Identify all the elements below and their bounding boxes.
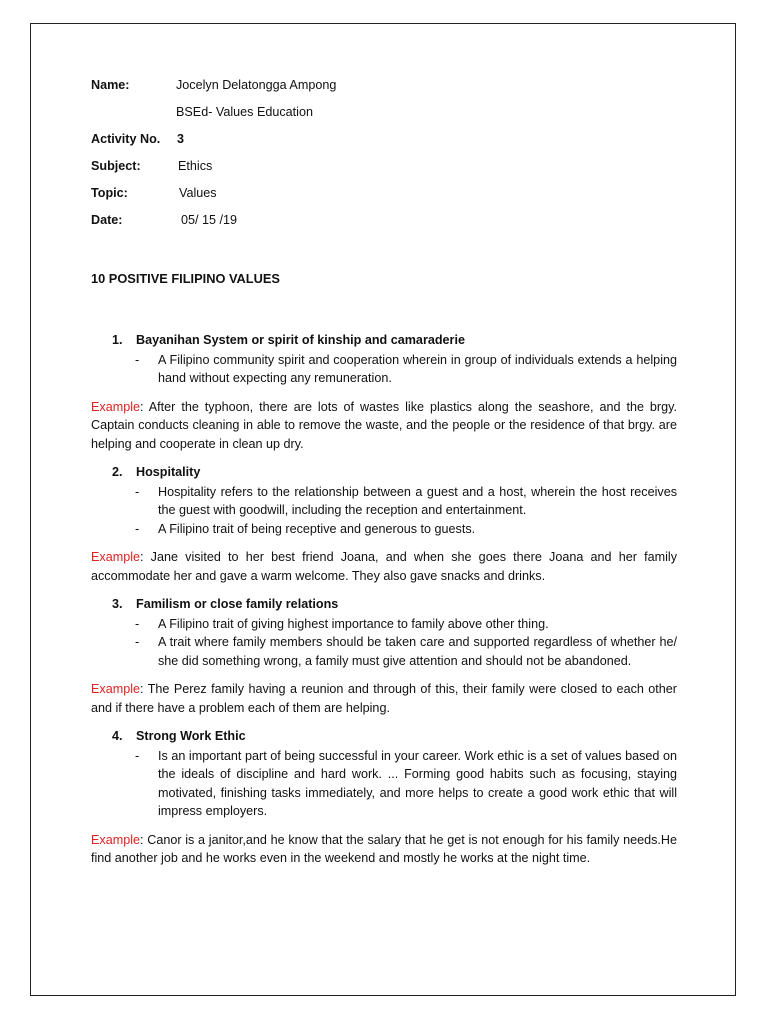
bullet-text: A Filipino community spirit and cooperation wherein in group of individuals extends a helping hand without expecting any remuneration. [158,352,677,385]
values-list [91,331,677,878]
bullet-item: - A Filipino community spirit and cooperation wherein in group of individuals extends a helping hand without expecting any remuneration. [135,352,677,385]
example-label: Example [91,399,140,414]
bullet-item: - A Filipino trait of being receptive and generous to guests. [135,521,476,536]
bullet-list [91,483,677,539]
example-paragraph [91,831,677,868]
example-text: : The Perez family having a reunion and through of this, their family were closed to each other and if there have a problem each of them are helping. [91,682,677,715]
bullet-item: - Is an important part of being successful in your career. Work ethic is a set of values based on the ideals of discipline and hard work. ... Forming good habits such as focusing, staying motivated, finishing tasks immediately, and more helps to create a good work ethic that will impress employers. [135,748,677,818]
name-value: Jocelyn Delatongga Ampong [176,78,337,92]
date-value: 05/ 15 /19 [181,213,238,227]
value-item-hospitality [91,463,677,585]
item-title-text: Familism or close family relations [136,597,339,611]
item-number: 2. [112,465,123,479]
item-title [91,331,677,350]
example-label: Example [91,682,140,696]
item-title-text: Bayanihan System or spirit of kinship and camaraderie [136,333,465,347]
date-label: Date: [91,213,123,227]
section-heading: 10 POSITIVE FILIPINO VALUES [91,271,280,286]
example-label: Example [91,832,140,847]
example-paragraph [91,398,677,454]
item-number: 3. [112,597,123,611]
bullet-item: - A trait where family members should be taken care and supported regardless of whether he/ she did something wrong, a family must give attention and should not be abandoned. [135,635,677,668]
subject-label: Subject: [91,159,141,173]
bullet-list [91,615,677,671]
item-number: 1. [112,333,123,347]
value-item-bayanihan [91,331,677,453]
name-label: Name: [91,78,130,92]
item-number: 4. [112,729,123,743]
item-title-text: Hospitality [136,465,201,479]
bullet-item: - Hospitality refers to the relationship between a guest and a host, wherein the host receives the guest with goodwill, including the reception and entertainment. [135,484,677,517]
value-item-work-ethic [91,727,677,868]
example-paragraph [91,548,677,585]
item-title-text: Strong Work Ethic [136,729,246,743]
bullet-text: A trait where family members should be taken care and supported regardless of whether he/ she did something wrong, a family must give attention and should not be abandoned. [158,635,677,668]
item-title [91,595,677,614]
example-label: Example [91,550,140,564]
value-item-familism [91,595,677,717]
topic-label: Topic: [91,186,128,200]
bullet-text: Hospitality refers to the relationship between a guest and a host, wherein the host receives the guest with goodwill, including the reception and entertainment. [158,484,677,517]
activity-value: 3 [177,132,185,146]
bullet-list [91,351,677,388]
item-title [91,727,677,746]
bullet-text: Is an important part of being successful in your career. Work ethic is a set of values based on the ideals of discipline and hard work. ... Forming good habits such as focusing, staying motivated, finishing tasks immediately, and more helps to create a good work ethic that will impress employers. [158,748,677,818]
subject-value: Ethics [178,159,213,173]
bullet-text: A Filipino trait of being receptive and generous to guests. [158,521,476,536]
example-paragraph [91,680,677,717]
example-text: : Canor is a janitor,and he know that the salary that he get is not enough for his family needs.He find another job and he works even in the weekend and mostly he works at the night time. [91,832,677,865]
example-text: : Jane visited to her best friend Joana, and when she goes there Joana and her family accommodate her and gave a warm welcome. They also gave snacks and drinks. [91,550,677,583]
course-value: BSEd- Values Education [176,105,313,119]
bullet-item: - A Filipino trait of giving highest importance to family above other thing. [135,616,549,631]
example-text: : After the typhoon, there are lots of wastes like plastics along the seashore, and the brgy. Captain conducts cleaning in able to remove the waste, and the people or the residence of that brgy. are helping and cooperate in clean up dry. [91,399,677,451]
activity-label: Activity No. [91,132,161,146]
bullet-text: A Filipino trait of giving highest importance to family above other thing. [158,616,549,631]
topic-value: Values [179,186,217,200]
item-title [91,463,677,482]
bullet-list [91,747,677,821]
